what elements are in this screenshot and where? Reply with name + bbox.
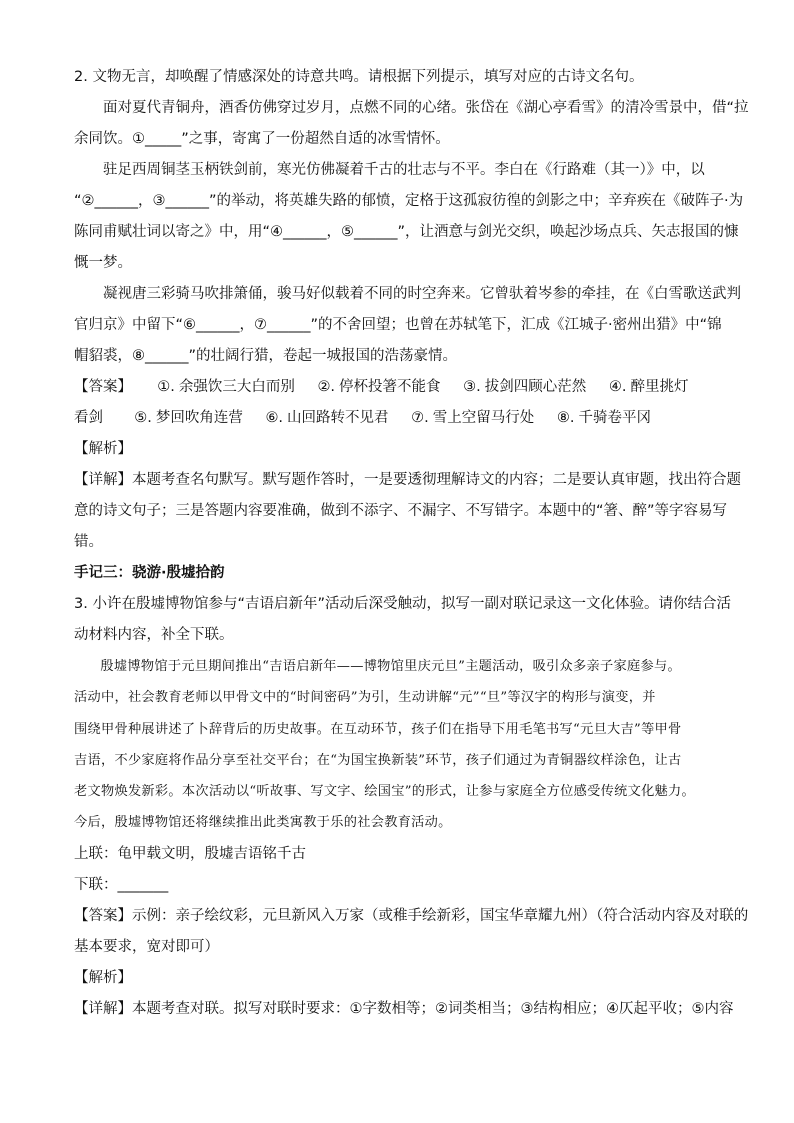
answer-label: 【答案】 [74, 379, 132, 395]
q2-p1-line2: 余同饮。①_____”之事，寄寓了一份超然自适的冰雪情怀。 [74, 131, 450, 147]
q3-material-line1: 殷墟博物馆于元旦期间推出“吉语启新年——博物馆里庆元旦”主题活动，吸引众多亲子家庭参与。 [100, 659, 681, 674]
q3-material-line6: 今后，殷墟博物馆还将继续推出此类寓教于乐的社会教育活动。 [74, 815, 452, 831]
answer-item-6: ⑥. 山回路转不见君 [265, 410, 389, 426]
section-title: 手记三：骁游·殷墟拾韵 [74, 565, 225, 581]
q2-detail-line2: 意的诗文句子；三是答题内容要准确，做到不添字、不漏字、不写错字。本题中的“箸、醉”等字容易写 [74, 503, 728, 519]
q3-prompt-line2: 动材料内容，补全下联。 [74, 627, 234, 643]
q3-prompt-line1: 3. 小许在殷墟博物馆参与“吉语启新年”活动后深受触动，拟写一副对联记录这一文化体验。请你结合活 [74, 596, 731, 612]
answer-item-1: ①. 余强饮三大白而别 [157, 379, 295, 395]
answer-item-5: ⑤. 梦回吹角连营 [134, 410, 243, 426]
q3-material-line5: 老文物焕发新彩。本次活动以“听故事、写文字、绘国宝”的形式，让参与家庭全方位感受传统文化魅力。 [74, 784, 696, 800]
q2-detail-line3: 错。 [74, 534, 103, 550]
q2-detail-line1: 【详解】本题考查名句默写。默写题作答时，一是要透彻理解诗文的内容；二是要认真审题，找出符合题 [74, 472, 741, 488]
q2-analysis-label: 【解析】 [74, 441, 132, 457]
q3-answer-line2: 基本要求，宽对即可） [74, 938, 219, 955]
q2-p3-line2: 官归京》中留下“⑥______，⑦______”的不舍回望；也曾在苏轼笔下，汇成《江城子·密州出猎》中“锦 [74, 317, 722, 333]
q3-material-line2: 活动中，社会教育老师以甲骨文中的“时间密码”为引，生动讲解“元”“旦”等汉字的构形与演变，并 [74, 690, 656, 706]
q2-p3-line3: 帽貂裘，⑧______”的壮阔行猎，卷起一城报国的浩荡豪情。 [74, 348, 458, 364]
q2-p2-line3: 陈同甫赋壮词以寄之》中，用“④______，⑤______”，让酒意与剑光交织，唤起沙场点兵、矢志报国的慷 [74, 224, 739, 240]
answer-item-4-cont: 看剑 [74, 410, 103, 426]
q2-answer-line1 [74, 372, 734, 403]
answer-item-4: ④. 醉里挑灯 [608, 379, 689, 395]
page-content [74, 62, 749, 1025]
q2-p2-line1: 驻足西周铜茎玉柄铁剑前，寒光仿佛凝着千古的壮志与不平。李白在《行路难（其一）》中，以 [103, 162, 705, 178]
q3-detail-line1: 【详解】本题考查对联。拟写对联时要求：①字数相等；②词类相当；③结构相应；④仄起平收；⑤内容 [74, 1000, 734, 1017]
q3-material-line3: 围绕甲骨种展讲述了卜辞背后的历史故事。在互动环节，孩子们在指导下用毛笔书写“元旦大吉”等甲骨 [74, 721, 682, 737]
q2-prompt: 2. 文物无言，却唤醒了情感深处的诗意共鸣。请根据下列提示，填写对应的古诗文名句。 [74, 69, 644, 85]
q2-p2-line2: “②______，③______”的举动，将英雄失路的郁愤，定格于这孤寂彷徨的剑影之中；辛弃疾在《破阵子·为 [74, 193, 744, 209]
q3-material-line4: 吉语，不少家庭将作品分享至社交平台；在“为国宝换新装”环节，孩子们通过为青铜器纹样涂色，让古 [74, 752, 682, 768]
answer-item-8: ⑧. 千骑卷平冈 [556, 410, 651, 426]
q3-upper-couplet: 上联：龟甲载文明，殷墟吉语铭千古 [74, 845, 306, 862]
q3-analysis-label: 【解析】 [74, 969, 132, 986]
q3-answer-line1: 【答案】示例：亲子绘纹彩，元旦新风入万家（或稚手绘新彩，国宝华章耀九州）（符合活动内容及对联的 [74, 907, 749, 924]
q2-p2-line4: 慨一梦。 [74, 255, 132, 271]
answer-item-2: ②. 停杯投箸不能食 [317, 379, 441, 395]
answer-item-3: ③. 拔剑四顾心茫然 [463, 379, 587, 395]
q2-p3-line1: 凝视唐三彩骑马吹排箫俑，骏马好似载着不同的时空奔来。它曾驮着岑参的牵挂，在《白雪歌送武判 [103, 286, 741, 302]
q2-p1-line1: 面对夏代青铜舟，酒香仿佛穿过岁月，点燃不同的心绪。张岱在《湖心亭看雪》的清冷雪景中，借“拉 [103, 100, 749, 116]
q3-lower-couplet: 下联：_______ [74, 876, 169, 893]
q2-answer-line2 [74, 403, 734, 434]
answer-item-7: ⑦. 雪上空留马行处 [411, 410, 535, 426]
